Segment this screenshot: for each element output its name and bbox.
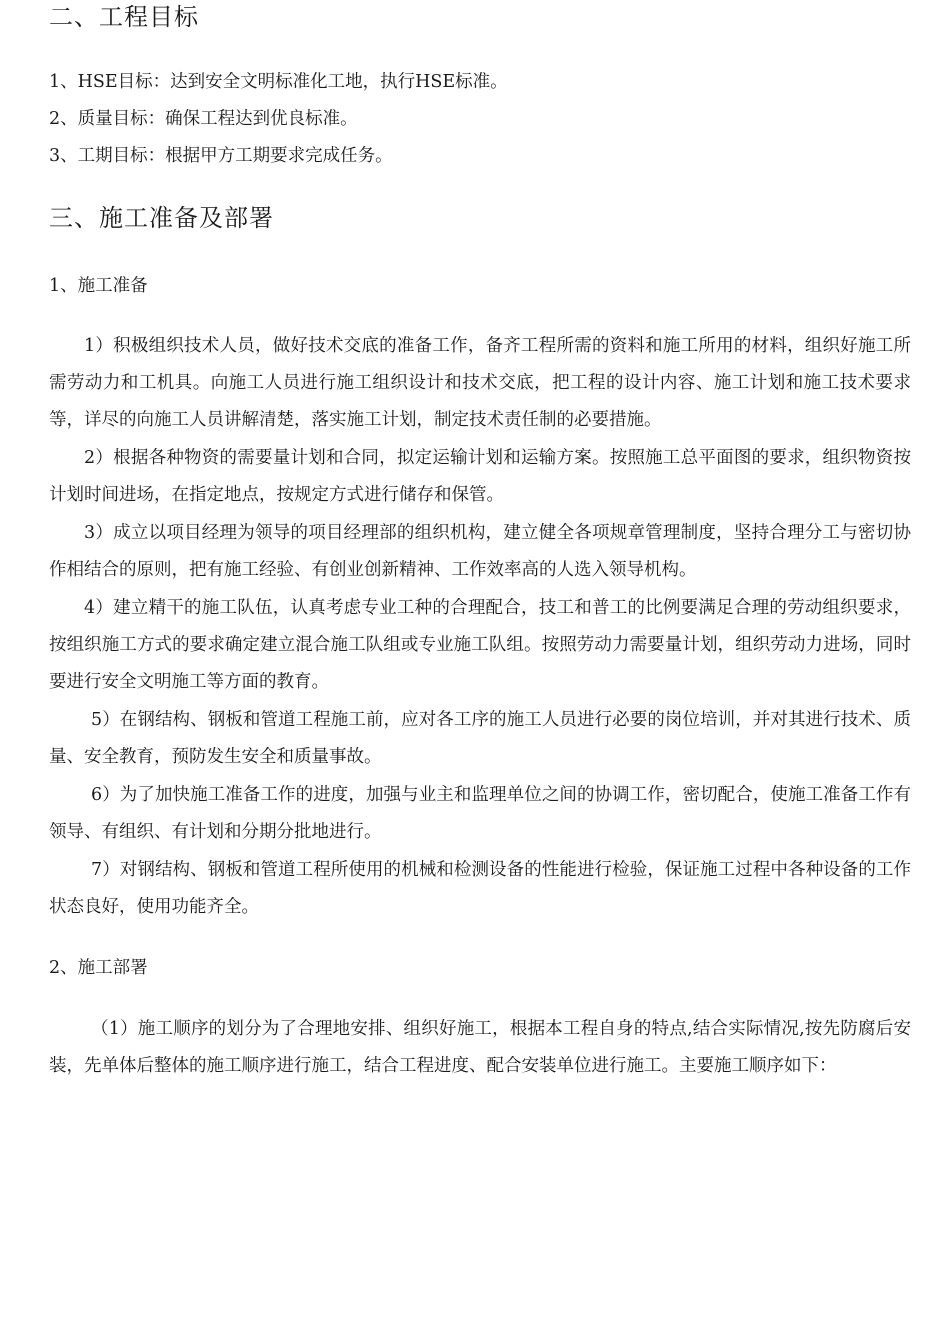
paragraph-prep-5: 5）在钢结构、钢板和管道工程施工前，应对各工序的施工人员进行必要的岗位培训，并对其进行技术、质量、安全教育，预防发生安全和质量事故。 xyxy=(49,710,911,767)
section-heading-goals: 二、工程目标 xyxy=(49,3,199,31)
goal-item-quality: 2、质量目标：确保工程达到优良标准。 xyxy=(49,109,358,129)
paragraph-prep-3: 3）成立以项目经理为领导的项目经理部的组织机构，建立健全各项规章管理制度，坚持合理分工与密切协作相结合的原则，把有施工经验、有创业创新精神、工作效率高的人选入领导机构。 xyxy=(49,523,911,580)
section-heading-preparation: 三、施工准备及部署 xyxy=(49,204,274,232)
paragraph-deploy-1: （1）施工顺序的划分为了合理地安排、组织好施工，根据本工程自身的特点,结合实际情况,按先防腐后安装，先单体后整体的施工顺序进行施工，结合工程进度、配合安装单位进行施工。主要施工顺序如下： xyxy=(49,1019,911,1076)
paragraph-prep-1: 1）积极组织技术人员，做好技术交底的准备工作，备齐工程所需的资料和施工所用的材料，组织好施工所需劳动力和工机具。向施工人员进行施工组织设计和技术交底，把工程的设计内容、施工计划和施工技术要求等，详尽的向施工人员讲解清楚，落实施工计划，制定技术责任制的必要措施。 xyxy=(49,336,911,430)
paragraph-prep-7: 7）对钢结构、钢板和管道工程所使用的机械和检测设备的性能进行检验，保证施工过程中各种设备的工作状态良好，使用功能齐全。 xyxy=(49,860,911,917)
paragraph-prep-2: 2）根据各种物资的需要量计划和合同，拟定运输计划和运输方案。按照施工总平面图的要求，组织物资按计划时间进场，在指定地点，按规定方式进行储存和保管。 xyxy=(49,448,911,505)
paragraph-prep-4: 4）建立精干的施工队伍，认真考虑专业工种的合理配合，技工和普工的比例要满足合理的劳动组织要求，按组织施工方式的要求确定建立混合施工队组或专业施工队组。按照劳动力需要量计划，组织劳动力进场，同时要进行安全文明施工等方面的教育。 xyxy=(49,598,911,692)
paragraph-prep-6: 6）为了加快施工准备工作的进度，加强与业主和监理单位之间的协调工作，密切配合，使施工准备工作有领导、有组织、有计划和分期分批地进行。 xyxy=(49,785,911,842)
goal-item-hse: 1、HSE目标：达到安全文明标准化工地，执行HSE标准。 xyxy=(49,72,508,92)
subsection-title-deployment: 2、施工部署 xyxy=(49,958,148,978)
goal-item-schedule: 3、工期目标：根据甲方工期要求完成任务。 xyxy=(49,146,393,166)
subsection-title-preparation: 1、施工准备 xyxy=(49,276,148,296)
